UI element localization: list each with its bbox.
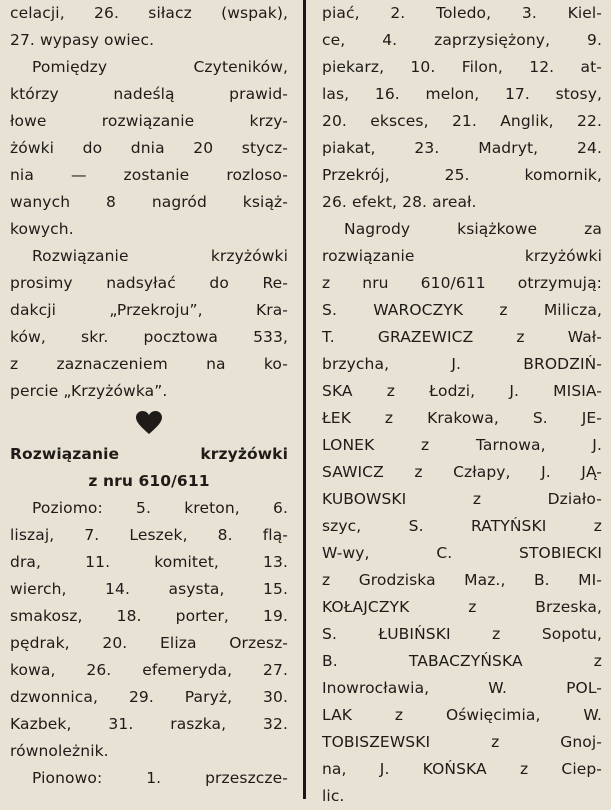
text-line: z Grodziska Maz., B. MI- xyxy=(322,571,602,589)
text-line: Rozwiązanie krzyżówki xyxy=(32,247,288,265)
text-line: KUBOWSKI z Działo- xyxy=(322,490,602,508)
text-line: 20. eksces, 21. Anglik, 22. xyxy=(322,112,602,130)
text-line: równoleżnik. xyxy=(10,742,109,760)
text-line: żówki do dnia 20 stycz- xyxy=(10,139,288,157)
text-line: ków, skr. pocztowa 533, xyxy=(10,328,288,346)
text-line: na, J. KOŃSKA z Ciep- xyxy=(322,760,602,778)
text-line: LONEK z Tarnowa, J. xyxy=(322,436,602,454)
text-line: rozwiązanie krzyżówki xyxy=(322,247,602,265)
text-line: Pomiędzy Czyteników, xyxy=(32,58,288,76)
text-line: smakosz, 18. porter, 19. xyxy=(10,607,288,625)
text-line: ŁEK z Krakowa, S. JE- xyxy=(322,409,602,427)
text-line: wanych 8 nagród książ- xyxy=(10,193,288,211)
text-line: brzycha, J. BRODZIŃ- xyxy=(322,355,602,373)
text-line: piekarz, 10. Filon, 12. at- xyxy=(322,58,602,76)
text-line: łowe rozwiązanie krzy- xyxy=(10,112,288,130)
text-line: prosimy nadsyłać do Re- xyxy=(10,274,288,292)
right-column xyxy=(322,0,602,810)
text-line: SKA z Łodzi, J. MISIA- xyxy=(322,382,602,400)
text-line: Kazbek, 31. raszka, 32. xyxy=(10,715,288,733)
text-line: kowych. xyxy=(10,220,74,238)
section-heading: Rozwiązanie krzyżówki xyxy=(10,445,288,463)
text-line: Pionowo: 1. przeszcze- xyxy=(32,769,288,787)
text-line: dzwonnica, 29. Paryż, 30. xyxy=(10,688,288,706)
text-line: ce, 4. zaprzysiężony, 9. xyxy=(322,31,602,49)
section-subheading: z nru 610/611 xyxy=(88,472,210,490)
text-line: 27. wypasy owiec. xyxy=(10,31,155,49)
text-line: S. ŁUBIŃSKI z Sopotu, xyxy=(322,625,602,643)
text-line: z nru 610/611 otrzymują: xyxy=(322,274,602,292)
text-line: 26. efekt, 28. areał. xyxy=(322,193,477,211)
text-line: celacji, 26. siłacz (wspak), xyxy=(10,4,288,22)
text-line: pędrak, 20. Eliza Orzesz- xyxy=(10,634,288,652)
text-line: lic. xyxy=(322,787,345,805)
text-line: kowa, 26. efemeryda, 27. xyxy=(10,661,288,679)
text-line: TOBISZEWSKI z Gnoj- xyxy=(322,733,602,751)
text-line: wierch, 14. asysta, 15. xyxy=(10,580,288,598)
text-line: KOŁAJCZYK z Brzeska, xyxy=(322,598,602,616)
heart-ornament xyxy=(10,405,288,441)
text-line: szyc, S. RATYŃSKI z xyxy=(322,517,602,535)
text-line: z zaznaczeniem na ko- xyxy=(10,355,288,373)
heart-icon xyxy=(136,411,162,435)
text-line: B. TABACZYŃSKA z xyxy=(322,652,602,670)
text-line: T. GRAZEWICZ z Wał- xyxy=(322,328,602,346)
text-line: Poziomo: 5. kreton, 6. xyxy=(32,499,288,517)
text-line: dra, 11. komitet, 13. xyxy=(10,553,288,571)
text-line: las, 16. melon, 17. stosy, xyxy=(322,85,602,103)
left-column xyxy=(10,0,288,792)
text-line: S. WAROCZYK z Milicza, xyxy=(322,301,602,319)
column-divider xyxy=(303,0,306,799)
text-line: piakat, 23. Madryt, 24. xyxy=(322,139,602,157)
text-line: Nagrody książkowe za xyxy=(344,220,602,238)
text-line: dakcji „Przekroju”, Kra- xyxy=(10,301,288,319)
text-line: SAWICZ z Człapy, J. JĄ- xyxy=(322,463,602,481)
text-line: percie „Krzyżówka”. xyxy=(10,382,168,400)
text-line: którzy nadeślą prawid- xyxy=(10,85,288,103)
text-line: nia — zostanie rozloso- xyxy=(10,166,288,184)
text-line: Inowrocławia, W. POL- xyxy=(322,679,602,697)
text-line: W-wy, C. STOBIECKI xyxy=(322,544,602,562)
text-line: LAK z Oświęcimia, W. xyxy=(322,706,602,724)
text-line: piać, 2. Toledo, 3. Kiel- xyxy=(322,4,602,22)
text-line: liszaj, 7. Leszek, 8. flą- xyxy=(10,526,288,544)
text-line: Przekrój, 25. komornik, xyxy=(322,166,602,184)
